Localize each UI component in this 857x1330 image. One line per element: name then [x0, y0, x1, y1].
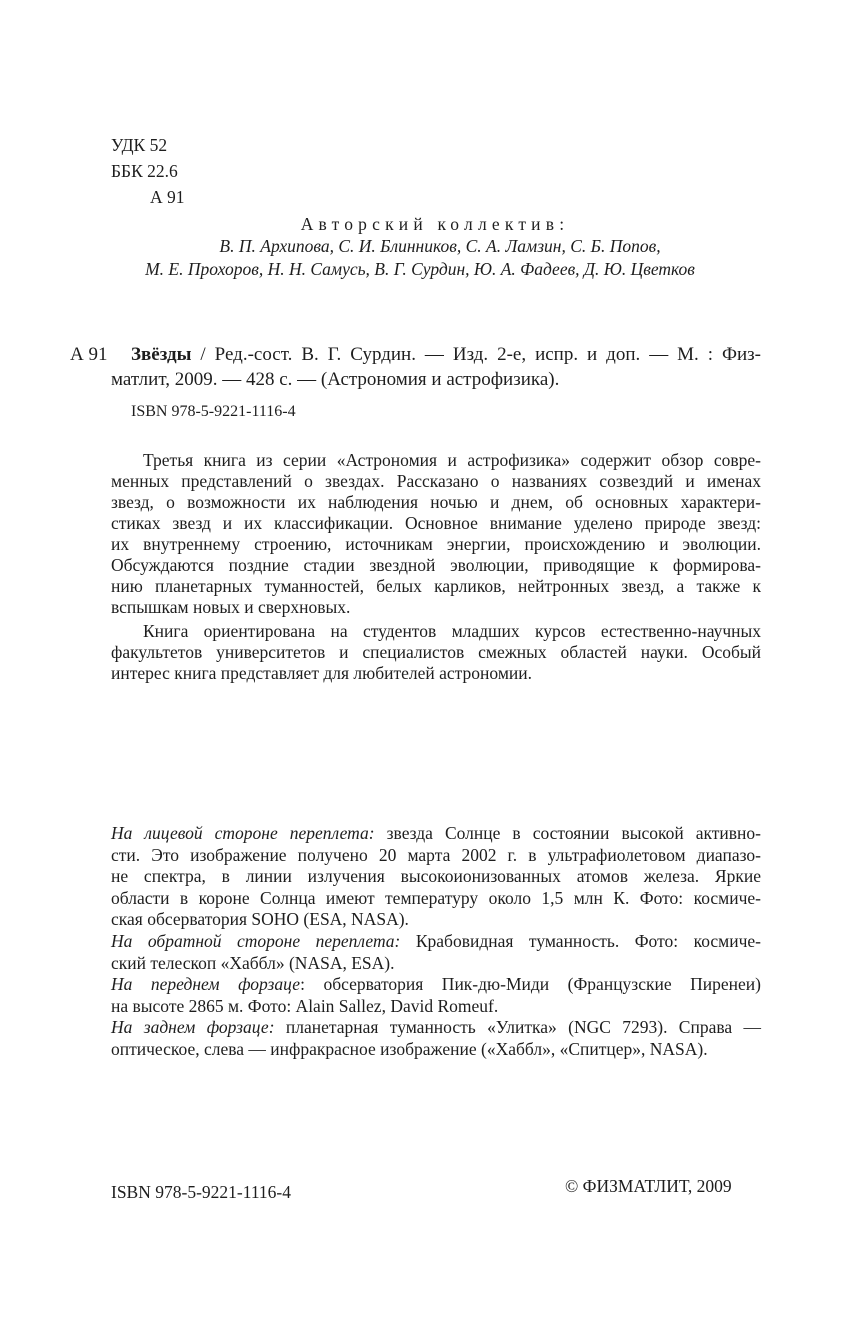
- text-segment: Третья книга из серии «Астрономия и астрофизика» содержит обзор совре-: [143, 450, 761, 470]
- author-mark: А 91: [150, 187, 185, 207]
- abstract-line: [111, 578, 761, 596]
- text-segment: их внутреннему строению, источникам энергии, происхождению и эволюции.: [111, 534, 761, 554]
- note-label: На заднем форзаце:: [111, 1017, 275, 1038]
- bbk-code: ББК 22.6: [111, 161, 178, 181]
- text-segment: Крабовидная туманность. Фото: космиче-: [400, 931, 761, 951]
- cover-note-line: [111, 1041, 761, 1059]
- cover-note-line: [111, 1019, 761, 1037]
- text-segment: звезд, о возможности их наблюдения ночью и днем, об основных характери-: [111, 492, 761, 512]
- text-segment: звезда Солнце в состоянии высокой активно-: [374, 823, 761, 843]
- abstract-line: [111, 644, 761, 662]
- cover-note-line: [111, 844, 761, 865]
- footer-isbn: ISBN 978-5-9221-1116-4: [111, 1182, 292, 1202]
- abstract-line: [111, 494, 761, 512]
- footer-copyright: © ФИЗМАТЛИТ, 2009: [565, 1176, 732, 1196]
- cover-note-line: [111, 933, 761, 951]
- authors-line-1: В. П. Архипова, С. И. Блинников, С. А. Ламзин, С. Б. Попов,: [219, 236, 661, 256]
- text-segment: стиках звезд и их классификации. Основное внимание уделено природе звезд:: [111, 513, 761, 533]
- text-segment: области в короне Солнца имеют температуру около 1,5 млн К. Фото: космиче-: [111, 887, 761, 908]
- note-label: На лицевой стороне переплета:: [111, 823, 375, 843]
- authors-heading: Авторский коллектив:: [300, 214, 570, 234]
- text-segment: ский телескоп «Хаббл» (NASA, ESA).: [111, 952, 395, 973]
- book-title: Звёзды: [131, 344, 192, 365]
- abstract-line: [111, 665, 761, 683]
- text-segment: Книга ориентирована на студентов младших курсов естественно-научных: [143, 621, 761, 641]
- abstract-line: [111, 515, 761, 533]
- abstract-line: [111, 473, 761, 491]
- text-segment: на высоте 2865 м. Фото: Alain Sallez, David Romeuf.: [111, 995, 499, 1016]
- text-segment: планетарная туманность «Улитка» (NGC 7293). Справа —: [274, 1017, 762, 1038]
- cover-note-line: [111, 995, 761, 1016]
- text-segment: оптическое, слева — инфракрасное изображение («Хаббл», «Спитцер», NASA).: [111, 1039, 708, 1059]
- text-segment: : обсерватория Пик-дю-Миди (Французские Пиренеи): [300, 974, 761, 995]
- bib-isbn: ISBN 978-5-9221-1116-4: [131, 403, 296, 420]
- abstract-line: [111, 599, 761, 617]
- cover-note-line: [111, 887, 761, 908]
- cover-note-line: [111, 976, 761, 994]
- bib-line-2: [111, 370, 761, 389]
- bib-author-mark: А 91: [70, 344, 108, 365]
- note-label: На переднем форзаце: [111, 974, 301, 995]
- cover-note-line: [111, 825, 761, 843]
- abstract-line: [143, 623, 761, 641]
- note-label: На обратной стороне переплета:: [111, 931, 401, 951]
- udk-code: УДК 52: [111, 135, 168, 155]
- cover-note-line: [111, 952, 761, 973]
- text-segment: не спектра, в линии излучения высокоионизованных атомов железа. Яркие: [111, 866, 761, 887]
- authors-line-2: М. Е. Прохоров, Н. Н. Самусь, В. Г. Сурдин, Ю. А. Фадеев, Д. Ю. Цветков: [145, 259, 695, 279]
- text-segment: вспышкам новых и сверхновых.: [111, 597, 351, 617]
- cover-note-line: [111, 911, 761, 929]
- text-segment: интерес книга представляет для любителей астрономии.: [111, 663, 532, 683]
- cover-note-line: [111, 868, 761, 886]
- text-segment: нию планетарных туманностей, белых карликов, нейтронных звезд, а также к: [111, 576, 761, 596]
- text-segment: ская обсерватория SOHO (ESA, NASA).: [111, 909, 409, 930]
- text-segment: менных представлений о звездах. Рассказано о названиях созвездий и именах: [111, 471, 761, 491]
- abstract-line: [143, 452, 761, 470]
- text-segment: факультетов университетов и специалистов смежных областей науки. Особый: [111, 642, 761, 662]
- text-segment: / Ред.-сост. В. Г. Сурдин. — Изд. 2-е, испр. и доп. — М. : Физ-: [191, 344, 761, 365]
- abstract-line: [111, 536, 761, 554]
- abstract-line: [111, 557, 761, 575]
- text-segment: Обсуждаются поздние стадии звездной эволюции, приводящие к формирова-: [111, 555, 761, 575]
- text-segment: сти. Это изображение получено 20 марта 2002 г. в ультрафиолетовом диапазо-: [111, 844, 761, 865]
- text-segment: матлит, 2009. — 428 с. — (Астрономия и астрофизика).: [111, 369, 560, 390]
- bib-line-1: [131, 345, 761, 364]
